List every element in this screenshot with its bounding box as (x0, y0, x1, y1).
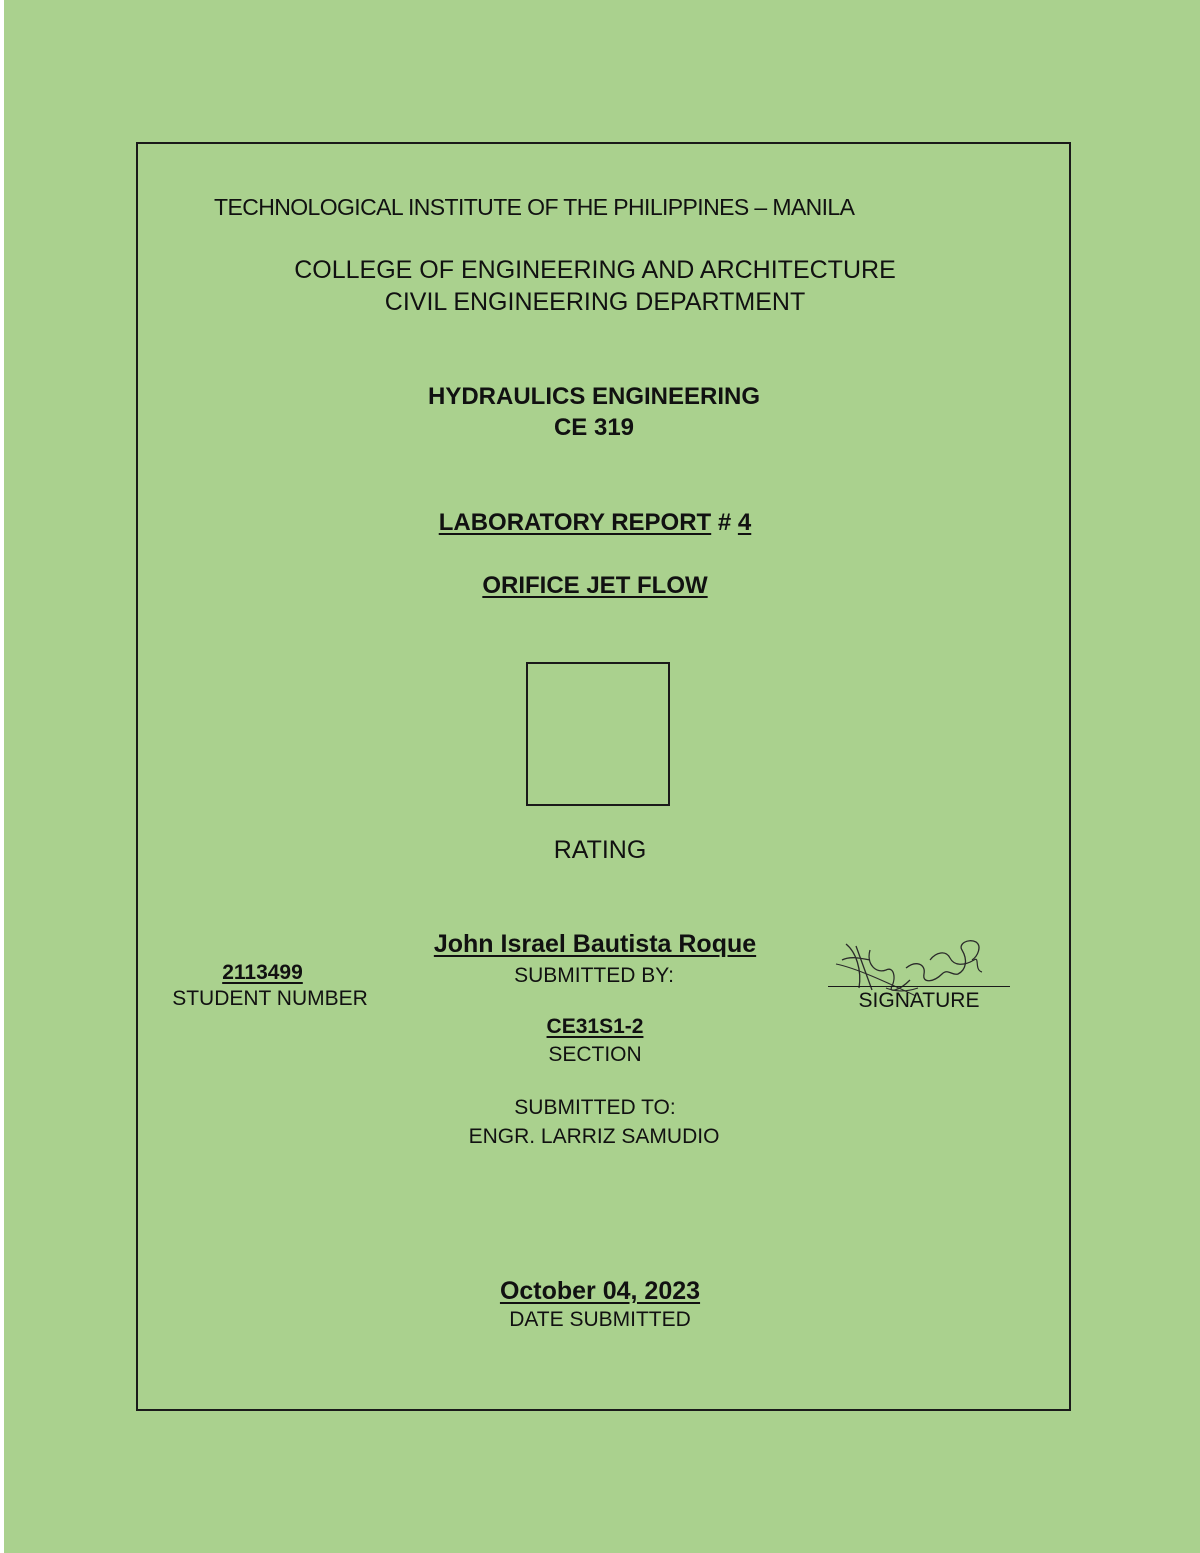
date-submitted: October 04, 2023 (499, 1277, 701, 1305)
report-heading (0, 509, 1195, 537)
instructor-name: ENGR. LARRIZ SAMUDIO (468, 1125, 720, 1148)
course-code: CE 319 (553, 414, 635, 441)
submitted-by-label: SUBMITTED BY: (514, 964, 674, 987)
institute-name: TECHNOLOGICAL INSTITUTE OF THE PHILIPPINES – MANILA (214, 194, 855, 220)
signature-label: SIGNATURE (858, 989, 980, 1012)
rating-box (526, 662, 670, 806)
report-number: 4 (737, 509, 752, 536)
submitted-to-label: SUBMITTED TO: (514, 1096, 676, 1119)
report-title (0, 572, 1195, 600)
student-number-label: STUDENT NUMBER (172, 987, 368, 1010)
signature-block (826, 930, 1012, 1020)
course-title: HYDRAULICS ENGINEERING (427, 383, 761, 410)
report-label: LABORATORY REPORT (438, 509, 712, 536)
student-number-block (150, 961, 390, 1011)
signature-line (828, 986, 1010, 987)
student-number: 2113499 (222, 961, 303, 984)
report-hash: # (711, 509, 738, 536)
college-name: COLLEGE OF ENGINEERING AND ARCHITECTURE (294, 256, 896, 284)
date-submitted-label: DATE SUBMITTED (509, 1308, 691, 1331)
student-name: John Israel Bautista Roque (433, 930, 757, 958)
section-label: SECTION (548, 1043, 642, 1066)
rating-label: RATING (553, 836, 647, 864)
section-code: CE31S1-2 (546, 1015, 644, 1038)
report-title-text: ORIFICE JET FLOW (482, 572, 708, 599)
department-name: CIVIL ENGINEERING DEPARTMENT (384, 288, 806, 316)
